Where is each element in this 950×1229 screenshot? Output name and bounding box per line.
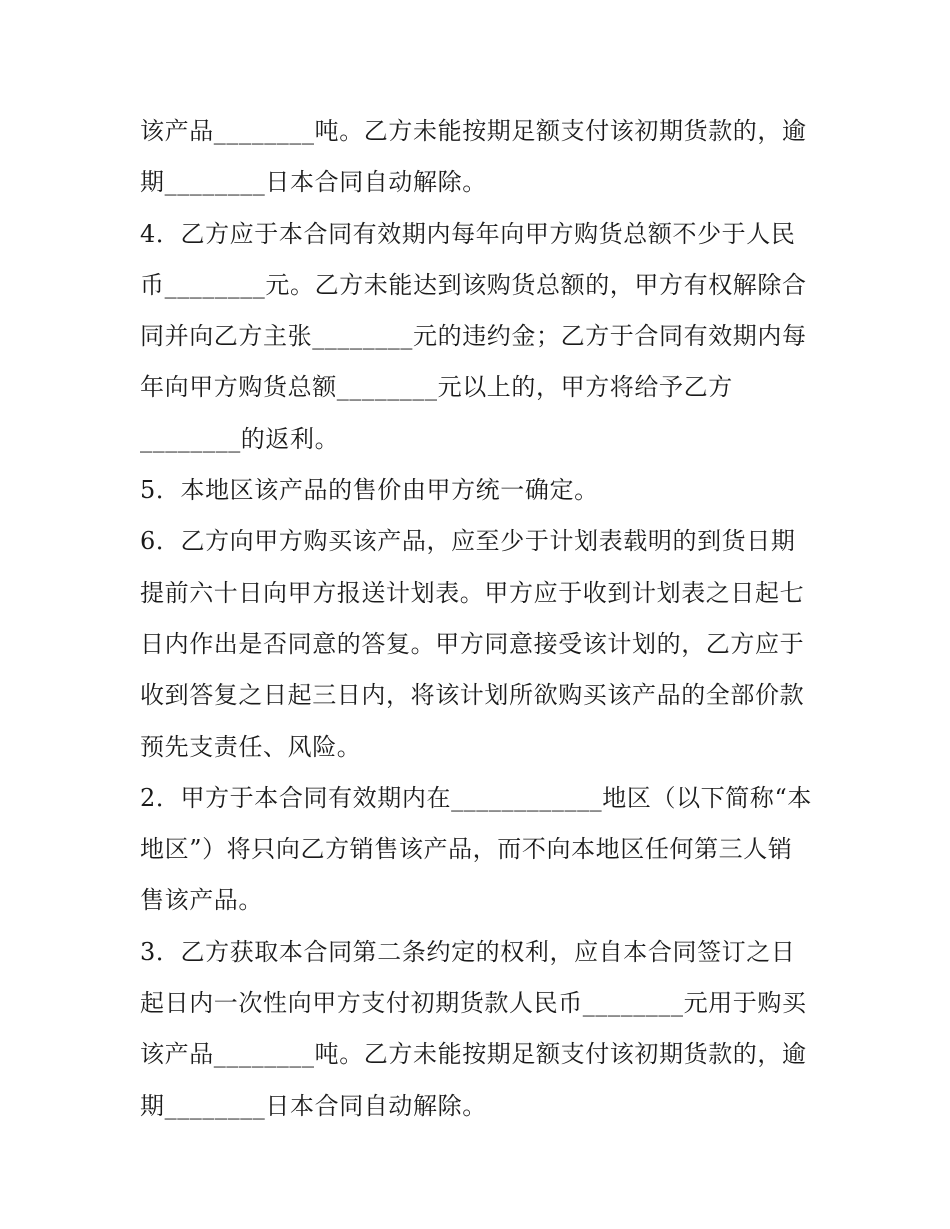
clause-2-line: 2．甲方于本合同有效期内在____________地区（以下简称“本 (140, 783, 812, 812)
text-line: 期________日本合同自动解除。 (140, 168, 487, 197)
text-line: 币________元。乙方未能达到该购货总额的，甲方有权解除合 (140, 270, 807, 299)
text-line: 期________日本合同自动解除。 (140, 1091, 487, 1120)
text-line: 收到答复之日起三日内，将该计划所欲购买该产品的全部价款 (140, 681, 805, 710)
contract-text-body (140, 106, 820, 1132)
text-line: 提前六十日向甲方报送计划表。甲方应于收到计划表之日起七 (140, 578, 805, 607)
text-line: 地区”）将只向乙方销售该产品，而不向本地区任何第三人销 (140, 835, 793, 864)
text-line: 该产品________吨。乙方未能按期足额支付该初期货款的，逾 (140, 117, 807, 145)
clause-3-line: 3．乙方获取本合同第二条约定的权利，应自本合同签订之日 (140, 937, 796, 966)
clause-5-line: 5．本地区该产品的售价由甲方统一确定。 (140, 476, 599, 505)
text-line: 起日内一次性向甲方支付初期货款人民币________元用于购买 (140, 989, 807, 1018)
text-line: 日内作出是否同意的答复。甲方同意接受该计划的，乙方应于 (140, 629, 805, 658)
text-line: 该产品________吨。乙方未能按期足额支付该初期货款的，逾 (140, 1040, 807, 1069)
text-line: 年向甲方购货总额________元以上的，甲方将给予乙方 (140, 373, 733, 402)
clause-4-line: 4．乙方应于本合同有效期内每年向甲方购货总额不少于人民 (140, 219, 796, 248)
text-line: 同并向乙方主张________元的违约金；乙方于合同有效期内每 (140, 322, 807, 351)
text-line: 售该产品。 (140, 886, 263, 915)
clause-6-line: 6．乙方向甲方购买该产品，应至少于计划表载明的到货日期 (140, 527, 796, 556)
text-line: 预先支责任、风险。 (140, 732, 362, 761)
text-line: ________的返利。 (140, 424, 340, 453)
